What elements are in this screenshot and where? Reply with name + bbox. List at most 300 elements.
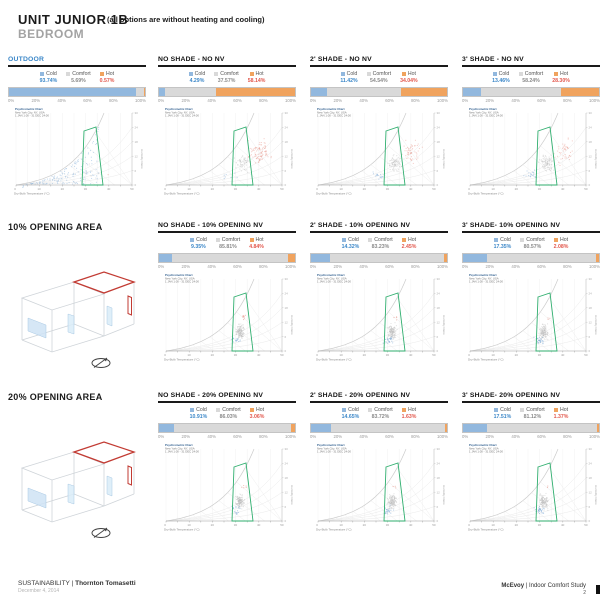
psychrometric-chart [310, 271, 448, 372]
svg-text:0: 0 [436, 519, 439, 524]
bar-comfort-segment [165, 88, 216, 96]
svg-text:30: 30 [436, 447, 440, 452]
legend-item-cold [40, 71, 58, 84]
bar-tick-label: 0% [8, 98, 15, 103]
hot-swatch-icon [554, 408, 558, 412]
bar-tick-label: 100% [588, 264, 600, 269]
hot-value: 4.84% [249, 244, 264, 250]
svg-text:40: 40 [409, 523, 413, 528]
bar-tick-label: 0% [158, 434, 165, 439]
comfort-value: 80.57% [523, 244, 542, 250]
comfort-label: Comfort [72, 71, 91, 77]
cell-title: 2' SHADE - 20% OPENING NV [310, 392, 448, 403]
footer-separator: | [71, 580, 76, 587]
svg-text:40: 40 [561, 187, 565, 192]
svg-text:18: 18 [436, 476, 440, 480]
svg-text:12: 12 [284, 154, 288, 159]
bar-tick-label: 80% [411, 264, 420, 269]
comfort-value: 83.23% [371, 244, 390, 250]
svg-text:30: 30 [233, 353, 238, 358]
bar-cold-segment [311, 424, 331, 432]
legend-item-hot [248, 71, 266, 84]
cold-label: Cold [196, 237, 207, 243]
bar-tick-label: 40% [359, 264, 368, 269]
comfort-swatch-icon [367, 72, 371, 76]
footer-right-secondary: Indoor Comfort Study [528, 583, 586, 589]
cell-title: OUTDOOR [8, 56, 146, 67]
svg-text:50: 50 [584, 353, 588, 358]
legend-item-cold [342, 407, 360, 420]
svg-text:6: 6 [436, 334, 439, 339]
section-cell [8, 392, 146, 549]
bar-tick-label: 60% [233, 434, 242, 439]
legend-item-comfort [520, 237, 544, 250]
comfort-label: Comfort [524, 71, 544, 77]
svg-text:Psychrometric Chart: Psychrometric Chart [317, 273, 345, 277]
svg-text:10: 10 [491, 353, 495, 358]
chart-cell [462, 392, 600, 542]
legend-item-hot [402, 237, 417, 250]
svg-text:18: 18 [284, 140, 288, 144]
hot-label: Hot [255, 237, 264, 243]
bar-tick-label: 100% [436, 434, 448, 439]
bar-tick-label: 0% [462, 434, 469, 439]
svg-text:30: 30 [284, 447, 288, 452]
svg-text:6: 6 [284, 504, 287, 509]
hot-swatch-icon [250, 408, 254, 412]
bar-tick-label: 80% [259, 434, 268, 439]
svg-text:Dry-Bulb Temperature (°C): Dry-Bulb Temperature (°C) [164, 191, 200, 196]
svg-text:30: 30 [588, 447, 592, 452]
bar-cold-segment [463, 88, 481, 96]
bar-tick-label: 0% [158, 264, 165, 269]
svg-text:6: 6 [134, 168, 137, 173]
bar-tick-label: 80% [563, 264, 572, 269]
svg-text:Dry-Bulb Temperature (°C): Dry-Bulb Temperature (°C) [468, 191, 504, 196]
comfort-value: 85.81% [219, 244, 237, 250]
unit-axonometric-drawing [8, 416, 146, 549]
cold-swatch-icon [190, 238, 194, 242]
svg-text:1 JAN 1:00 - 31 DEC 24:00: 1 JAN 1:00 - 31 DEC 24:00 [469, 279, 503, 284]
unit-axonometric-drawing [8, 246, 146, 379]
psychrometric-chart [310, 441, 448, 542]
cold-value: 17.35% [493, 244, 512, 250]
bar-tick-label: 60% [385, 98, 394, 103]
svg-text:1 JAN 1:00 - 31 DEC 24:00: 1 JAN 1:00 - 31 DEC 24:00 [165, 279, 199, 284]
cold-label: Cold [194, 71, 206, 77]
rotate-icon [92, 528, 110, 538]
svg-text:1 JAN 1:00 - 31 DEC 24:00: 1 JAN 1:00 - 31 DEC 24:00 [469, 113, 503, 118]
bar-cold-segment [311, 88, 327, 96]
bar-tick-label: 40% [511, 434, 520, 439]
cold-swatch-icon [190, 408, 194, 412]
legend [462, 407, 600, 420]
svg-text:New York City, NY, USA: New York City, NY, USA [469, 446, 499, 451]
svg-text:0: 0 [468, 353, 470, 358]
svg-text:New York City, NY, USA: New York City, NY, USA [165, 110, 195, 115]
bar-tick-label: 0% [310, 98, 317, 103]
svg-text:10: 10 [339, 187, 343, 192]
svg-text:20: 20 [514, 523, 518, 528]
legend [310, 71, 448, 84]
svg-text:50: 50 [584, 187, 588, 192]
svg-text:0: 0 [588, 183, 591, 188]
hot-swatch-icon [250, 238, 254, 242]
svg-text:Humidity Ratio: Humidity Ratio [140, 149, 144, 169]
psychrometric-chart [310, 105, 448, 206]
comfort-stacked-bar [8, 87, 146, 97]
legend-item-cold [190, 237, 207, 250]
chart-cell [310, 56, 448, 206]
comfort-stacked-bar [158, 423, 296, 433]
cell-title: NO SHADE - NO NV [158, 56, 296, 67]
chart-cell [310, 222, 448, 372]
comfort-swatch-icon [214, 72, 218, 76]
cell-title: 2' SHADE - 10% OPENING NV [310, 222, 448, 233]
svg-text:20: 20 [210, 187, 214, 192]
cell-title: 3' SHADE- 20% OPENING NV [462, 392, 600, 403]
footer-date: December 4, 2014 [18, 588, 60, 594]
svg-text:New York City, NY, USA: New York City, NY, USA [165, 276, 195, 281]
cold-value: 93.74% [39, 78, 58, 84]
bar-comfort-segment [487, 254, 597, 262]
svg-text:0: 0 [284, 183, 287, 188]
cell-title: 3' SHADE - NO NV [462, 56, 600, 67]
legend-item-hot [250, 407, 265, 420]
legend-item-cold [492, 71, 510, 84]
svg-text:20: 20 [362, 187, 366, 192]
svg-text:12: 12 [284, 320, 288, 325]
comfort-label: Comfort [221, 237, 241, 243]
bar-tick-label: 40% [359, 98, 368, 103]
svg-text:Dry-Bulb Temperature (°C): Dry-Bulb Temperature (°C) [468, 527, 504, 532]
svg-text:12: 12 [134, 154, 138, 159]
svg-text:24: 24 [436, 291, 440, 296]
comfort-stacked-bar [462, 423, 600, 433]
comfort-label: Comfort [526, 237, 545, 243]
bar-tick-label: 20% [485, 264, 495, 269]
comfort-swatch-icon [519, 72, 523, 76]
bar-axis-ticks [310, 434, 448, 439]
svg-text:40: 40 [561, 353, 565, 358]
bar-tick-label: 0% [462, 98, 469, 103]
svg-text:12: 12 [436, 154, 440, 159]
legend [462, 71, 600, 84]
svg-text:Humidity Ratio: Humidity Ratio [290, 149, 294, 169]
bar-hot-segment [597, 424, 599, 432]
bar-axis-ticks [8, 98, 146, 103]
bar-cold-segment [159, 254, 172, 262]
hot-value: 58.14% [247, 78, 266, 84]
bar-tick-label: 80% [411, 98, 420, 103]
cold-value: 14.32% [341, 244, 360, 250]
bar-hot-segment [216, 88, 295, 96]
svg-text:12: 12 [588, 320, 592, 325]
section-cell [8, 222, 146, 379]
bar-tick-label: 40% [207, 98, 216, 103]
bar-axis-ticks [158, 98, 296, 103]
bar-tick-label: 20% [485, 434, 495, 439]
hot-label: Hot [559, 237, 569, 243]
comfort-stacked-bar [462, 253, 600, 263]
svg-text:New York City, NY, USA: New York City, NY, USA [317, 446, 347, 451]
legend-item-comfort [216, 237, 240, 250]
svg-text:New York City, NY, USA: New York City, NY, USA [317, 110, 347, 115]
chart-cell [310, 392, 448, 542]
svg-text:1 JAN 1:00 - 31 DEC 24:00: 1 JAN 1:00 - 31 DEC 24:00 [165, 449, 199, 454]
svg-text:0: 0 [316, 523, 318, 528]
footer-left-primary: SUSTAINABILITY [18, 580, 70, 587]
bar-tick-label: 60% [83, 98, 92, 103]
psychrometric-chart [158, 441, 296, 542]
bar-comfort-segment [174, 424, 291, 432]
legend-item-hot [554, 407, 569, 420]
hot-label: Hot [255, 407, 265, 413]
legend-item-comfort [368, 237, 392, 250]
svg-text:20: 20 [60, 187, 64, 192]
svg-text:18: 18 [588, 476, 592, 480]
cold-value: 17.51% [493, 414, 512, 420]
svg-text:12: 12 [588, 490, 592, 495]
svg-text:0: 0 [164, 187, 166, 192]
svg-text:24: 24 [436, 125, 440, 130]
svg-text:0: 0 [134, 183, 137, 188]
legend [462, 237, 600, 250]
svg-text:0: 0 [316, 187, 318, 192]
svg-text:6: 6 [436, 504, 439, 509]
bar-hot-segment [288, 254, 295, 262]
legend [158, 407, 296, 420]
svg-text:50: 50 [432, 187, 436, 192]
svg-text:Psychrometric Chart: Psychrometric Chart [317, 443, 345, 447]
svg-text:30: 30 [436, 277, 440, 282]
cold-value: 10.91% [189, 414, 208, 420]
chart-cell [8, 56, 146, 206]
svg-text:Humidity Ratio: Humidity Ratio [594, 315, 598, 335]
legend [310, 407, 448, 420]
bar-tick-label: 60% [233, 264, 242, 269]
comfort-value: 54.54% [370, 78, 388, 84]
svg-text:50: 50 [130, 187, 134, 192]
svg-text:Dry-Bulb Temperature (°C): Dry-Bulb Temperature (°C) [468, 357, 504, 362]
hot-label: Hot [407, 237, 417, 243]
svg-text:10: 10 [187, 523, 191, 528]
svg-text:18: 18 [588, 306, 592, 310]
bar-hot-segment [596, 254, 599, 262]
svg-text:Humidity Ratio: Humidity Ratio [290, 485, 294, 505]
cell-title: 3' SHADE- 10% OPENING NV [462, 222, 600, 233]
chart-cell [158, 56, 296, 206]
svg-text:Humidity Ratio: Humidity Ratio [594, 149, 598, 169]
legend [158, 71, 296, 84]
svg-text:18: 18 [134, 140, 138, 144]
hot-swatch-icon [554, 238, 558, 242]
hot-swatch-icon [402, 238, 406, 242]
svg-text:30: 30 [134, 111, 138, 116]
svg-text:24: 24 [588, 125, 592, 130]
psychrometric-chart [158, 105, 296, 206]
cold-swatch-icon [494, 408, 498, 412]
svg-text:24: 24 [284, 291, 288, 296]
cold-swatch-icon [342, 408, 346, 412]
svg-text:New York City, NY, USA: New York City, NY, USA [469, 110, 499, 115]
legend-item-comfort [216, 407, 240, 420]
comfort-label: Comfort [526, 407, 545, 413]
svg-text:1 JAN 1:00 - 31 DEC 24:00: 1 JAN 1:00 - 31 DEC 24:00 [15, 113, 49, 118]
cell-title: NO SHADE - 20% OPENING NV [158, 392, 296, 403]
svg-text:Humidity Ratio: Humidity Ratio [442, 149, 446, 169]
bar-tick-label: 40% [207, 434, 216, 439]
svg-text:Psychrometric Chart: Psychrometric Chart [317, 107, 345, 111]
cold-value: 14.65% [341, 414, 360, 420]
comfort-stacked-bar [158, 87, 296, 97]
cold-value: 11.42% [340, 78, 358, 84]
comfort-swatch-icon [520, 408, 524, 412]
bar-axis-ticks [310, 98, 448, 103]
footer-separator-2: | [525, 583, 529, 589]
psychrometric-chart [462, 441, 600, 542]
svg-text:18: 18 [436, 306, 440, 310]
cold-value: 4.29% [189, 78, 205, 84]
legend [8, 71, 146, 84]
svg-text:Humidity Ratio: Humidity Ratio [442, 315, 446, 335]
comfort-swatch-icon [216, 408, 220, 412]
page-note: (all options are without heating and cooling) [107, 15, 265, 24]
comfort-stacked-bar [310, 87, 448, 97]
svg-text:30: 30 [537, 353, 542, 358]
cold-label: Cold [500, 237, 511, 243]
comfort-label: Comfort [372, 71, 392, 77]
svg-text:12: 12 [588, 154, 592, 159]
psychrometric-chart [462, 271, 600, 372]
section-label: 10% OPENING AREA [8, 222, 103, 232]
svg-text:30: 30 [284, 277, 288, 282]
chart-cell [158, 222, 296, 372]
svg-text:50: 50 [584, 523, 588, 528]
svg-text:Humidity Ratio: Humidity Ratio [290, 315, 294, 335]
rotate-icon [92, 358, 110, 368]
comfort-swatch-icon [66, 72, 70, 76]
psychrometric-chart [158, 271, 296, 372]
legend-item-comfort [367, 71, 391, 84]
cold-value: 13.46% [492, 78, 510, 84]
svg-text:30: 30 [537, 523, 542, 528]
svg-text:12: 12 [436, 490, 440, 495]
svg-text:0: 0 [588, 349, 591, 354]
comfort-stacked-bar [462, 87, 600, 97]
svg-text:Psychrometric Chart: Psychrometric Chart [165, 443, 193, 447]
svg-text:Psychrometric Chart: Psychrometric Chart [469, 107, 497, 111]
cold-label: Cold [46, 71, 57, 77]
legend-item-hot [554, 237, 569, 250]
page-edge-mark [596, 585, 600, 594]
svg-text:20: 20 [514, 353, 518, 358]
svg-text:0: 0 [316, 353, 318, 358]
bar-tick-label: 60% [233, 98, 242, 103]
bar-cold-segment [463, 254, 487, 262]
comfort-swatch-icon [520, 238, 524, 242]
bar-comfort-segment [331, 424, 445, 432]
svg-text:Psychrometric Chart: Psychrometric Chart [165, 273, 193, 277]
svg-text:10: 10 [187, 187, 191, 192]
cold-swatch-icon [189, 72, 193, 76]
svg-text:0: 0 [164, 523, 166, 528]
footer-left [18, 580, 136, 594]
legend [158, 237, 296, 250]
hot-value: 1.63% [401, 414, 417, 420]
svg-text:6: 6 [588, 334, 591, 339]
comfort-label: Comfort [220, 71, 239, 77]
svg-text:24: 24 [588, 291, 592, 296]
comfort-swatch-icon [368, 238, 372, 242]
bar-tick-label: 100% [284, 264, 296, 269]
bar-tick-label: 80% [109, 98, 118, 103]
bar-tick-label: 20% [485, 98, 495, 103]
hot-swatch-icon [402, 408, 406, 412]
svg-text:40: 40 [561, 523, 565, 528]
svg-text:6: 6 [284, 168, 287, 173]
bar-hot-segment [445, 424, 447, 432]
bar-hot-segment [144, 88, 145, 96]
svg-text:24: 24 [588, 461, 592, 466]
legend-item-hot [400, 71, 418, 84]
legend-item-comfort [519, 71, 543, 84]
svg-text:30: 30 [83, 187, 88, 192]
hot-value: 0.57% [99, 78, 115, 84]
svg-text:Dry-Bulb Temperature (°C): Dry-Bulb Temperature (°C) [164, 357, 200, 362]
bar-hot-segment [401, 88, 447, 96]
bar-tick-label: 100% [588, 98, 600, 103]
svg-text:0: 0 [284, 519, 287, 524]
svg-text:30: 30 [588, 277, 592, 282]
svg-text:New York City, NY, USA: New York City, NY, USA [165, 446, 195, 451]
svg-text:0: 0 [436, 349, 439, 354]
cold-label: Cold [500, 407, 511, 413]
bar-tick-label: 80% [563, 434, 572, 439]
legend-item-cold [342, 237, 360, 250]
svg-text:20: 20 [210, 353, 214, 358]
hot-value: 34.04% [400, 78, 418, 84]
bar-hot-segment [561, 88, 599, 96]
hot-label: Hot [559, 407, 569, 413]
legend-item-cold [189, 71, 206, 84]
bar-tick-label: 100% [588, 434, 600, 439]
footer-right-primary: McEvoy [501, 583, 525, 589]
chart-cell [462, 56, 600, 206]
bar-comfort-segment [172, 254, 289, 262]
svg-text:Humidity Ratio: Humidity Ratio [594, 485, 598, 505]
svg-text:30: 30 [233, 187, 238, 192]
bar-tick-label: 40% [359, 434, 368, 439]
svg-text:18: 18 [284, 306, 288, 310]
svg-text:Dry-Bulb Temperature (°C): Dry-Bulb Temperature (°C) [316, 527, 352, 532]
bar-comfort-segment [330, 254, 443, 262]
svg-text:Dry-Bulb Temperature (°C): Dry-Bulb Temperature (°C) [14, 191, 50, 196]
bar-tick-label: 40% [511, 264, 520, 269]
cold-label: Cold [346, 71, 358, 77]
bar-tick-label: 0% [310, 434, 317, 439]
bar-tick-label: 60% [385, 264, 394, 269]
svg-text:50: 50 [432, 523, 436, 528]
legend-item-comfort [520, 407, 544, 420]
page-subtitle: BEDROOM [18, 27, 85, 41]
bar-axis-ticks [462, 264, 600, 269]
svg-text:New York City, NY, USA: New York City, NY, USA [317, 276, 347, 281]
bar-axis-ticks [462, 434, 600, 439]
svg-text:10: 10 [37, 187, 41, 192]
psychrometric-chart [8, 105, 146, 206]
svg-text:Humidity Ratio: Humidity Ratio [442, 485, 446, 505]
